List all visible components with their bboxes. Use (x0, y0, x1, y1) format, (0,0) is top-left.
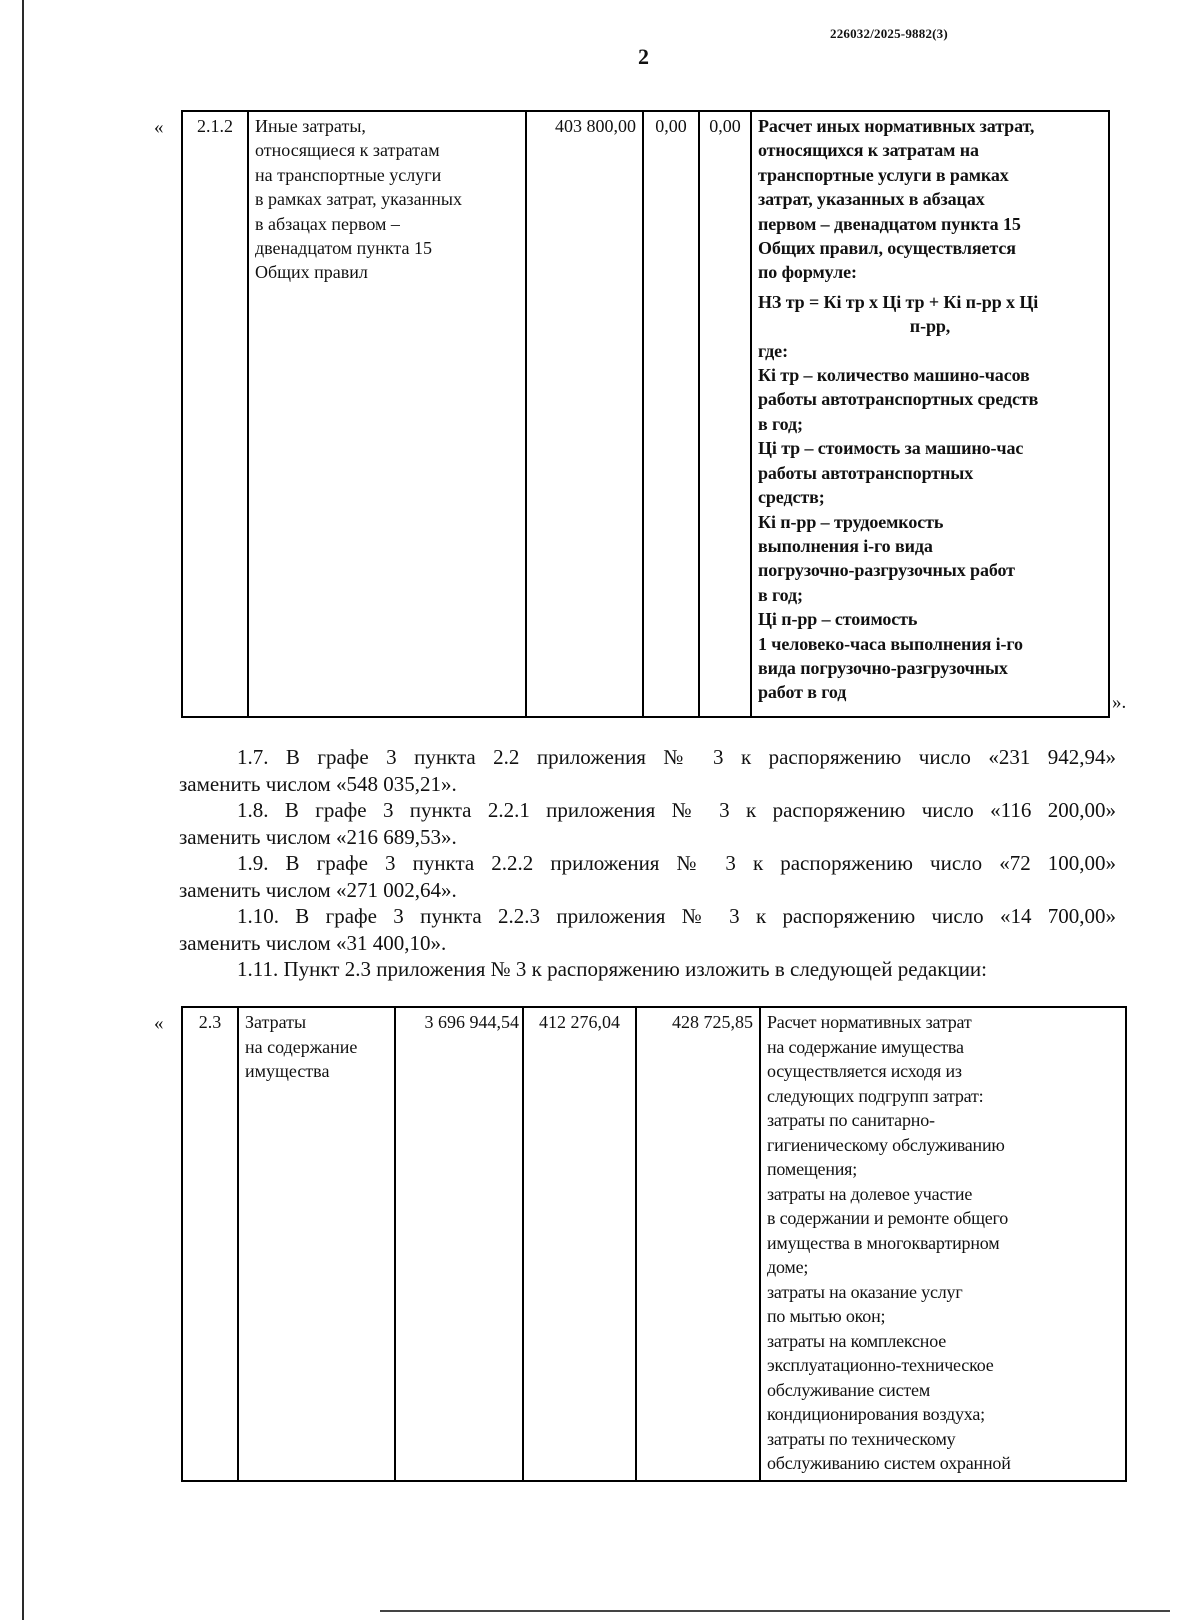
close-quote-1: ». (1112, 692, 1127, 713)
item-name-line: на транспортные услуги (255, 164, 442, 185)
description-line: в содержании и ремонте общего (767, 1208, 1009, 1228)
description-line: работы автотранспортных средств (758, 389, 1039, 410)
scan-edge-left (22, 0, 24, 1620)
description-line: по мытью окон; (767, 1306, 886, 1326)
description-line: затраты по техническому (767, 1428, 956, 1449)
amendment-paragraph-1-10 (179, 903, 1116, 956)
description-line: 1 человеко-часа выполнения i-го (758, 633, 1023, 654)
description-line: по формуле: (758, 262, 857, 283)
description-cell (760, 1007, 1126, 1481)
description-cell (751, 111, 1109, 717)
description-line: погрузочно-разгрузочных работ (758, 560, 1015, 581)
item-name-line: относящиеся к затратам (255, 140, 440, 161)
description-line: средств; (758, 487, 825, 508)
value-cell-2: 412 276,04 (523, 1007, 636, 1481)
document-number: 226032/2025-9882(3) (830, 26, 948, 41)
paragraph-line: заменить числом «31 400,10». (179, 930, 447, 955)
item-name-cell (248, 111, 526, 717)
description-line: Кi тр – количество машино-часов (758, 365, 1030, 386)
item-name-line: Затраты (245, 1012, 307, 1032)
scan-edge-bottom (380, 1610, 1170, 1612)
value-cell-1: 403 800,00 (526, 111, 643, 717)
open-quote-2: « (154, 1013, 164, 1034)
amendment-paragraph-1-7 (179, 744, 1116, 797)
value-cell-3: 428 725,85 (636, 1007, 760, 1481)
description-line: помещения; (767, 1159, 858, 1179)
item-name-line: в абзацах первом – (255, 213, 400, 234)
description-line: в год; (758, 413, 803, 434)
value-cell-3: 0,00 (699, 111, 751, 717)
paragraph-line: 1.9. В графе 3 пункта 2.2.2 приложения № 3 к распоряжению число «72 100,00» (237, 851, 1116, 875)
description-line: затрат, указанных в абзацах (758, 189, 985, 210)
item-name-cell (238, 1007, 395, 1481)
description-line: Цi тр – стоимость за машино-час (758, 438, 1024, 459)
table-row (182, 1007, 1126, 1481)
item-name-line: в рамках затрат, указанных (255, 189, 463, 210)
description-line: гигиеническому обслуживанию (767, 1134, 1005, 1155)
description-line: Расчет иных нормативных затрат, (758, 116, 1035, 136)
description-line: обслуживание систем (767, 1379, 931, 1400)
value-cell-2: 0,00 (643, 111, 699, 717)
table-item-2-1-2 (181, 110, 1110, 718)
description-line: следующих подгрупп затрат: (767, 1085, 984, 1106)
description-line: Цi п-рр – стоимость (758, 609, 918, 630)
description-line: обслуживанию систем охранной (767, 1453, 1011, 1473)
description-line: транспортные услуги в рамках (758, 164, 1009, 185)
amendment-paragraph-1-11: 1.11. Пункт 2.3 приложения № 3 к распоряжению изложить в следующей редакции: (237, 957, 988, 981)
item-number-cell: 2.1.2 (182, 111, 248, 717)
description-line: вида погрузочно-разгрузочных (758, 657, 1008, 678)
item-name-line: на содержание (245, 1036, 358, 1057)
formula-line-continued: п-рр, (909, 316, 951, 337)
description-line: Общих правил, осуществляется (758, 238, 1016, 259)
paragraph-line: 1.8. В графе 3 пункта 2.2.1 приложения № 3 к распоряжению число «116 200,00» (237, 798, 1116, 822)
description-line: работ в год (758, 682, 847, 703)
item-number-cell: 2.3 (182, 1007, 238, 1481)
description-line: осуществляется исходя из (767, 1061, 962, 1081)
value-cell-1: 3 696 944,54 (395, 1007, 523, 1481)
item-name-line: имущества (245, 1061, 330, 1081)
description-line: на содержание имущества (767, 1036, 964, 1057)
paragraph-line: заменить числом «216 689,53». (179, 824, 457, 849)
description-line: выполнения i-го вида (758, 535, 933, 556)
open-quote-1: « (154, 117, 164, 138)
table-row (182, 111, 1109, 717)
item-name-line: Общих правил (255, 262, 368, 283)
paragraph-line: заменить числом «548 035,21». (179, 771, 457, 796)
item-name-line: Иные затраты, (255, 116, 366, 136)
description-line: первом – двенадцатом пункта 15 (758, 213, 1021, 234)
table-item-2-3 (181, 1006, 1127, 1482)
description-line: где: (758, 340, 788, 361)
description-line: имущества в многоквартирном (767, 1232, 1000, 1253)
formula-line: НЗ тр = Кi тр x Цi тр + Кi п-рр x Цi (758, 291, 1039, 312)
description-line: Расчет нормативных затрат (767, 1012, 972, 1032)
page-number: 2 (638, 44, 649, 69)
amendment-paragraph-1-9 (179, 850, 1116, 903)
description-line: Кi п-рр – трудоемкость (758, 511, 944, 532)
description-line: доме; (767, 1257, 809, 1277)
item-name-line: двенадцатом пункта 15 (255, 238, 433, 259)
amendment-paragraph-1-8 (179, 797, 1116, 850)
paragraph-line: заменить числом «271 002,64». (179, 877, 457, 902)
description-line: затраты на оказание услуг (767, 1281, 963, 1302)
description-line: работы автотранспортных (758, 462, 974, 483)
description-line: затраты на долевое участие (767, 1183, 973, 1204)
description-line: затраты по санитарно- (767, 1110, 935, 1130)
paragraph-line: 1.10. В графе 3 пункта 2.2.3 приложения № 3 к распоряжению число «14 700,00» (237, 904, 1116, 928)
paragraph-line: 1.7. В графе 3 пункта 2.2 приложения № 3 к распоряжению число «231 942,94» (237, 745, 1116, 769)
description-line: затраты на комплексное (767, 1330, 947, 1351)
description-line: кондиционирования воздуха; (767, 1404, 985, 1424)
description-line: в год; (758, 584, 803, 605)
description-line: относящихся к затратам на (758, 140, 979, 161)
description-line: эксплуатационно-техническое (767, 1355, 994, 1375)
